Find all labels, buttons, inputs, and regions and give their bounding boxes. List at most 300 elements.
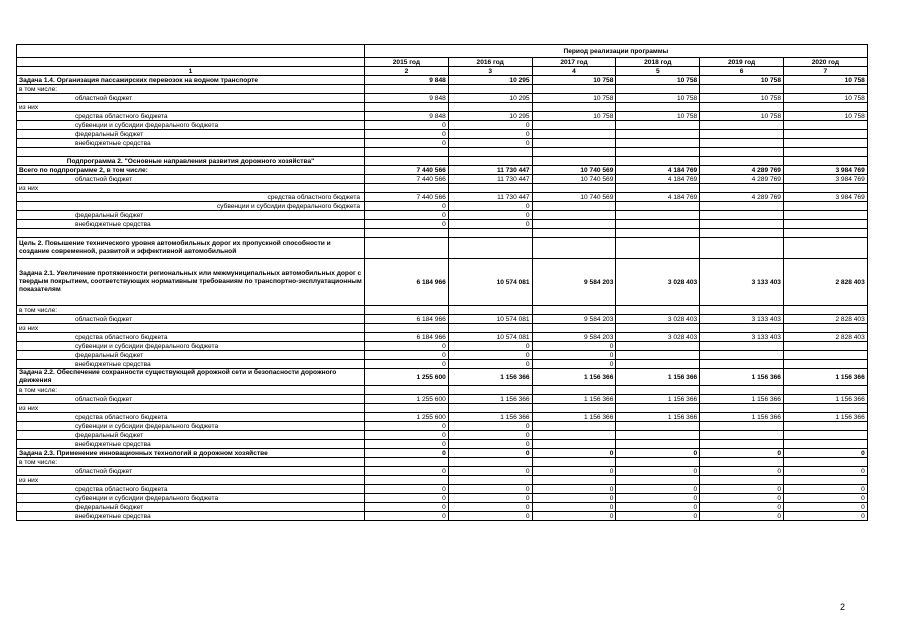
value-cell (365, 458, 449, 467)
value-cell: 0 (448, 431, 532, 440)
value-cell: 1 156 366 (783, 369, 867, 386)
row-label: областной бюджет (17, 94, 365, 103)
value-cell (616, 229, 700, 238)
value-cell (448, 148, 532, 157)
row-label: Задача 2.3. Применение инновационных технологий в дорожном хозяйстве (17, 449, 365, 458)
value-cell: 0 (532, 351, 616, 360)
year-header: 2020 год (783, 58, 867, 67)
value-cell (365, 85, 449, 94)
header-index-row (17, 67, 868, 76)
value-cell: 3 133 403 (700, 333, 784, 342)
value-cell: 6 184 966 (365, 315, 449, 324)
value-cell: 0 (365, 485, 449, 494)
value-cell (700, 238, 784, 259)
table-row (17, 503, 868, 512)
row-label: федеральный бюджет (17, 431, 365, 440)
value-cell (783, 324, 867, 333)
value-cell: 0 (448, 351, 532, 360)
table-row (17, 184, 868, 193)
value-cell (616, 85, 700, 94)
table-row (17, 112, 868, 121)
value-cell (365, 404, 449, 413)
value-cell: 7 440 566 (365, 193, 449, 202)
value-cell: 1 156 366 (448, 395, 532, 404)
value-cell (448, 386, 532, 395)
value-cell: 10 758 (616, 76, 700, 85)
value-cell (700, 121, 784, 130)
table-row (17, 166, 868, 175)
value-cell (532, 130, 616, 139)
value-cell (532, 440, 616, 449)
value-cell (616, 121, 700, 130)
value-cell (783, 404, 867, 413)
value-cell (616, 422, 700, 431)
value-cell: 10 758 (783, 94, 867, 103)
value-cell (783, 139, 867, 148)
value-cell: 0 (700, 449, 784, 458)
value-cell (700, 130, 784, 139)
value-cell: 7 440 566 (365, 175, 449, 184)
value-cell: 0 (616, 512, 700, 521)
value-cell: 0 (448, 360, 532, 369)
value-cell (616, 404, 700, 413)
value-cell (532, 229, 616, 238)
value-cell (532, 458, 616, 467)
table-row (17, 202, 868, 211)
table-row (17, 333, 868, 342)
column-index: 7 (783, 67, 867, 76)
row-label: субвенции и субсидии федерального бюджета (17, 422, 365, 431)
value-cell: 0 (616, 494, 700, 503)
value-cell: 1 156 366 (783, 395, 867, 404)
table-row (17, 342, 868, 351)
value-cell: 1 156 366 (616, 369, 700, 386)
value-cell (783, 476, 867, 485)
row-label: внебюджетные средства (17, 220, 365, 229)
value-cell: 0 (365, 512, 449, 521)
value-cell (532, 220, 616, 229)
value-cell: 0 (365, 431, 449, 440)
value-cell (365, 229, 449, 238)
row-label: средства областного бюджета (17, 193, 365, 202)
value-cell: 0 (365, 211, 449, 220)
table-row (17, 76, 868, 85)
value-cell: 1 156 366 (616, 413, 700, 422)
value-cell (532, 184, 616, 193)
value-cell (532, 139, 616, 148)
table-row (17, 369, 868, 386)
value-cell (783, 431, 867, 440)
value-cell (700, 85, 784, 94)
value-cell: 0 (783, 449, 867, 458)
column-index: 6 (700, 67, 784, 76)
value-cell (700, 476, 784, 485)
value-cell: 10 758 (616, 94, 700, 103)
value-cell: 0 (700, 485, 784, 494)
table-row (17, 259, 868, 306)
value-cell (700, 103, 784, 112)
value-cell: 0 (448, 494, 532, 503)
table-row (17, 485, 868, 494)
value-cell: 2 828 403 (783, 315, 867, 324)
value-cell: 10 295 (448, 76, 532, 85)
table-row (17, 220, 868, 229)
value-cell (448, 306, 532, 315)
table-row (17, 139, 868, 148)
row-label: федеральный бюджет (17, 351, 365, 360)
value-cell: 4 289 769 (700, 166, 784, 175)
value-cell (783, 440, 867, 449)
column-index: 3 (448, 67, 532, 76)
budget-table (16, 44, 868, 521)
value-cell (616, 440, 700, 449)
table-row (17, 512, 868, 521)
row-label: субвенции и субсидии федерального бюджета (17, 342, 365, 351)
value-cell: 1 156 366 (783, 413, 867, 422)
value-cell (700, 148, 784, 157)
value-cell: 1 156 366 (532, 413, 616, 422)
table-row (17, 360, 868, 369)
column-index: 4 (532, 67, 616, 76)
value-cell: 11 730 447 (448, 175, 532, 184)
value-cell (783, 121, 867, 130)
value-cell (616, 139, 700, 148)
year-header: 2018 год (616, 58, 700, 67)
value-cell: 9 848 (365, 112, 449, 121)
value-cell (700, 211, 784, 220)
value-cell: 0 (448, 449, 532, 458)
value-cell: 10 740 569 (532, 193, 616, 202)
value-cell: 10 574 081 (448, 315, 532, 324)
value-cell: 10 758 (783, 112, 867, 121)
value-cell (783, 211, 867, 220)
table-row (17, 121, 868, 130)
value-cell (532, 386, 616, 395)
value-cell: 10 295 (448, 112, 532, 121)
value-cell: 10 758 (700, 94, 784, 103)
value-cell (365, 386, 449, 395)
value-cell: 0 (365, 467, 449, 476)
value-cell (616, 103, 700, 112)
table-row (17, 404, 868, 413)
table-row (17, 211, 868, 220)
value-cell (700, 306, 784, 315)
value-cell (448, 229, 532, 238)
value-cell: 10 758 (616, 112, 700, 121)
row-label: внебюджетные средства (17, 512, 365, 521)
value-cell: 9 584 203 (532, 259, 616, 306)
value-cell: 9 848 (365, 94, 449, 103)
value-cell: 3 133 403 (700, 259, 784, 306)
value-cell: 0 (616, 449, 700, 458)
value-cell (700, 324, 784, 333)
row-label: в том числе: (17, 458, 365, 467)
value-cell: 1 255 600 (365, 413, 449, 422)
value-cell (700, 404, 784, 413)
value-cell (700, 422, 784, 431)
value-cell: 1 156 366 (532, 369, 616, 386)
table-row (17, 458, 868, 467)
row-label: средства областного бюджета (17, 333, 365, 342)
row-label: в том числе: (17, 386, 365, 395)
value-cell: 0 (448, 130, 532, 139)
table-row (17, 175, 868, 184)
value-cell: 0 (448, 503, 532, 512)
value-cell (783, 351, 867, 360)
value-cell (532, 202, 616, 211)
value-cell: 0 (783, 485, 867, 494)
row-label: субвенции и субсидии федерального бюджета (17, 121, 365, 130)
column-index: 2 (365, 67, 449, 76)
value-cell: 3 984 769 (783, 175, 867, 184)
value-cell: 0 (448, 139, 532, 148)
value-cell (783, 184, 867, 193)
row-label: федеральный бюджет (17, 503, 365, 512)
table-row (17, 193, 868, 202)
value-cell: 0 (783, 467, 867, 476)
value-cell: 10 758 (783, 76, 867, 85)
value-cell: 10 740 569 (532, 166, 616, 175)
value-cell: 0 (365, 360, 449, 369)
value-cell (616, 202, 700, 211)
page-number: 2 (839, 602, 845, 612)
value-cell: 0 (365, 494, 449, 503)
header-period-row (17, 45, 868, 58)
value-cell: 0 (365, 449, 449, 458)
value-cell: 0 (616, 503, 700, 512)
value-cell: 4 184 769 (616, 166, 700, 175)
value-cell: 9 584 203 (532, 315, 616, 324)
row-label: из них (17, 404, 365, 413)
value-cell (700, 157, 784, 166)
row-label: в том числе: (17, 306, 365, 315)
value-cell (700, 360, 784, 369)
value-cell: 0 (532, 485, 616, 494)
row-label: областной бюджет (17, 315, 365, 324)
value-cell (616, 324, 700, 333)
value-cell (532, 306, 616, 315)
table-row (17, 94, 868, 103)
table-row (17, 386, 868, 395)
column-index: 5 (616, 67, 700, 76)
value-cell (616, 342, 700, 351)
value-cell: 7 440 566 (365, 166, 449, 175)
value-cell: 3 028 403 (616, 315, 700, 324)
value-cell: 9 848 (365, 76, 449, 85)
value-cell (448, 184, 532, 193)
value-cell: 0 (365, 130, 449, 139)
value-cell (365, 157, 449, 166)
row-label: из них (17, 476, 365, 485)
row-label: субвенции и субсидии федерального бюджета (17, 494, 365, 503)
value-cell: 2 828 403 (783, 259, 867, 306)
value-cell: 10 740 569 (532, 175, 616, 184)
table-row (17, 351, 868, 360)
value-cell (700, 220, 784, 229)
row-label: из них (17, 184, 365, 193)
value-cell: 10 758 (700, 112, 784, 121)
value-cell (700, 386, 784, 395)
value-cell: 0 (448, 422, 532, 431)
value-cell (616, 386, 700, 395)
value-cell: 10 758 (532, 112, 616, 121)
column-index: 1 (17, 67, 365, 76)
value-cell (783, 458, 867, 467)
value-cell (532, 324, 616, 333)
value-cell (700, 202, 784, 211)
table-row (17, 440, 868, 449)
row-label: областной бюджет (17, 395, 365, 404)
table-row (17, 229, 868, 238)
value-cell: 0 (448, 211, 532, 220)
value-cell: 10 574 081 (448, 259, 532, 306)
value-cell: 10 758 (700, 76, 784, 85)
value-cell (700, 139, 784, 148)
value-cell: 0 (365, 440, 449, 449)
value-cell: 0 (365, 121, 449, 130)
value-cell (532, 85, 616, 94)
value-cell: 0 (783, 503, 867, 512)
table-row (17, 324, 868, 333)
row-label: из них (17, 324, 365, 333)
value-cell: 0 (700, 494, 784, 503)
value-cell: 0 (448, 485, 532, 494)
year-header: 2015 год (365, 58, 449, 67)
row-label: Задача 1.4. Организация пассажирских перевозок на водном транспорте (17, 76, 365, 85)
value-cell: 9 584 203 (532, 333, 616, 342)
value-cell (616, 476, 700, 485)
value-cell (365, 103, 449, 112)
value-cell (448, 238, 532, 259)
value-cell (448, 103, 532, 112)
value-cell (532, 431, 616, 440)
value-cell (783, 157, 867, 166)
header-years-row (17, 58, 868, 67)
value-cell (365, 476, 449, 485)
value-cell: 11 730 447 (448, 193, 532, 202)
value-cell (783, 229, 867, 238)
value-cell: 2 828 403 (783, 333, 867, 342)
table-row (17, 395, 868, 404)
value-cell (616, 351, 700, 360)
value-cell (783, 85, 867, 94)
value-cell (783, 130, 867, 139)
table-row (17, 467, 868, 476)
table-row (17, 476, 868, 485)
value-cell (616, 238, 700, 259)
value-cell: 11 730 447 (448, 166, 532, 175)
value-cell (783, 238, 867, 259)
value-cell: 4 289 769 (700, 193, 784, 202)
value-cell: 0 (532, 512, 616, 521)
value-cell: 0 (365, 503, 449, 512)
value-cell (532, 422, 616, 431)
value-cell: 0 (616, 485, 700, 494)
value-cell (700, 351, 784, 360)
value-cell: 1 156 366 (448, 413, 532, 422)
table-row (17, 431, 868, 440)
value-cell: 10 758 (532, 94, 616, 103)
table-row (17, 148, 868, 157)
value-cell: 1 156 366 (448, 369, 532, 386)
value-cell: 0 (365, 139, 449, 148)
value-cell: 0 (365, 220, 449, 229)
row-label (17, 229, 365, 238)
value-cell: 1 156 366 (616, 395, 700, 404)
value-cell: 6 184 966 (365, 333, 449, 342)
value-cell: 0 (532, 342, 616, 351)
table-row (17, 306, 868, 315)
value-cell (783, 386, 867, 395)
value-cell: 10 758 (532, 76, 616, 85)
value-cell: 0 (532, 467, 616, 476)
row-label: субвенции и субсидии федерального бюджета (17, 202, 365, 211)
value-cell (783, 202, 867, 211)
table-row (17, 130, 868, 139)
value-cell (365, 306, 449, 315)
value-cell (532, 157, 616, 166)
value-cell: 1 156 366 (700, 413, 784, 422)
value-cell: 0 (448, 467, 532, 476)
value-cell: 0 (532, 360, 616, 369)
row-label: Задача 2.2. Обеспечение сохранности существующей дорожной сети и безопасности дорожного движения (17, 369, 365, 386)
row-label: федеральный бюджет (17, 211, 365, 220)
value-cell: 0 (448, 342, 532, 351)
value-cell: 0 (448, 202, 532, 211)
value-cell (532, 211, 616, 220)
value-cell: 0 (532, 503, 616, 512)
row-label: из них (17, 103, 365, 112)
row-label: в том числе: (17, 85, 365, 94)
row-label: внебюджетные средства (17, 139, 365, 148)
value-cell (365, 238, 449, 259)
row-label: средства областного бюджета (17, 112, 365, 121)
year-header: 2019 год (700, 58, 784, 67)
value-cell: 0 (532, 449, 616, 458)
table-row (17, 449, 868, 458)
value-cell (783, 306, 867, 315)
value-cell: 3 028 403 (616, 259, 700, 306)
value-cell: 3 984 769 (783, 166, 867, 175)
value-cell (365, 148, 449, 157)
value-cell (783, 360, 867, 369)
value-cell: 1 156 366 (700, 369, 784, 386)
table-row (17, 494, 868, 503)
table-row (17, 103, 868, 112)
value-cell: 3 028 403 (616, 333, 700, 342)
value-cell: 10 295 (448, 94, 532, 103)
value-cell: 6 184 966 (365, 259, 449, 306)
row-label: Подпрограмма 2. "Основные направления развития дорожного хозяйства" (17, 157, 365, 166)
row-label: средства областного бюджета (17, 413, 365, 422)
budget-table-sheet (16, 44, 867, 521)
value-cell (448, 157, 532, 166)
value-cell (616, 306, 700, 315)
value-cell: 4 184 769 (616, 193, 700, 202)
value-cell: 0 (448, 440, 532, 449)
value-cell: 0 (700, 503, 784, 512)
value-cell (700, 431, 784, 440)
value-cell: 1 156 366 (532, 395, 616, 404)
row-label: федеральный бюджет (17, 130, 365, 139)
value-cell: 3 984 769 (783, 193, 867, 202)
year-header: 2017 год (532, 58, 616, 67)
row-label (17, 148, 365, 157)
value-cell (616, 184, 700, 193)
value-cell (365, 324, 449, 333)
value-cell: 0 (616, 467, 700, 476)
value-cell (448, 476, 532, 485)
